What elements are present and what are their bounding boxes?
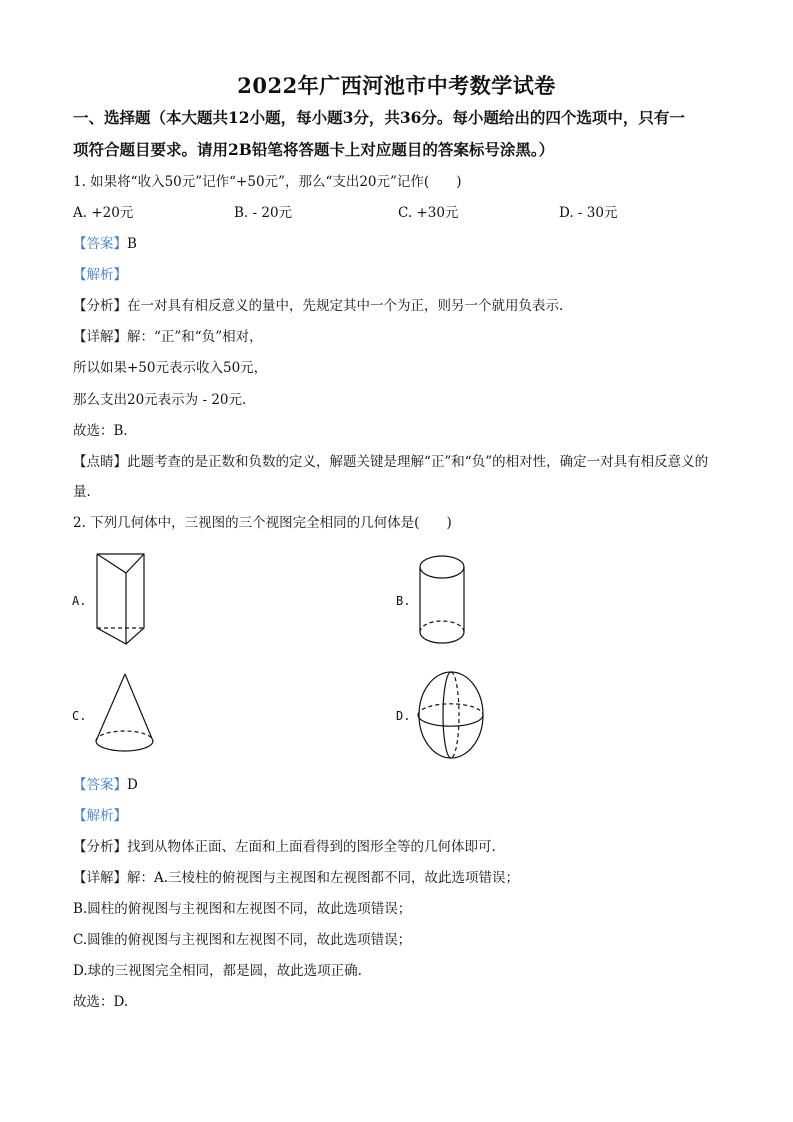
q2-figure-label-d: D. [396, 709, 411, 723]
q2-answer [73, 775, 138, 795]
section-heading-line1: 一、选择题（本大题共12小题，每小题3分，共36分。每小题给出的四个选项中，只有一 [73, 108, 685, 127]
q2-figure-label-a: A. [72, 594, 87, 608]
q2-figure-label-c: C. [72, 709, 87, 723]
q1-line [73, 421, 128, 441]
line-text: 解：“正”和“负”相对， [127, 329, 263, 345]
q1-option-c: C. +30元 [398, 205, 459, 221]
q1-answer [73, 234, 137, 254]
answer-tag: 【答案】 [73, 236, 127, 252]
q2-analysis-tag [73, 806, 127, 826]
analysis-tag: 【解析】 [73, 808, 127, 824]
q1-analysis-tag [73, 265, 127, 285]
line-text: 那么支出20元表示为 - 20元. [73, 392, 247, 408]
q2-line [73, 899, 411, 919]
page-title: 2022年广西河池市中考数学试卷 [237, 73, 556, 98]
q2-figure-label-b: B. [396, 594, 411, 608]
q1-line [73, 452, 708, 472]
q1-line [73, 296, 563, 316]
answer-value: D [127, 777, 138, 793]
answer-tag: 【答案】 [73, 777, 127, 793]
line-text: 故选：D. [73, 994, 129, 1010]
line-text: 解：A.三棱柱的俯视图与主视图和左视图都不同，故此选项错误； [127, 870, 520, 886]
line-text: 量. [73, 484, 91, 500]
q1-option-a: A. +20元 [73, 205, 134, 221]
line-text: 此题考查的是正数和负数的定义，解题关键是理解“正”和“负”的相对性，确定一对具有相反意义的 [127, 454, 709, 470]
cone-icon [96, 674, 156, 754]
cylinder-icon [420, 556, 466, 646]
line-tag: 【点睛】 [73, 454, 127, 470]
q2-stem: 2. 下列几何体中，三视图的三个视图完全相同的几何体是( ) [73, 515, 452, 531]
q1-option-b: B. - 20元 [234, 205, 293, 221]
q1-line [73, 390, 246, 410]
triangular-prism-icon [97, 554, 147, 634]
line-tag: 【详解】 [73, 870, 127, 886]
q2-line [73, 868, 519, 888]
q2-line [73, 930, 411, 950]
line-tag: 【详解】 [73, 329, 127, 345]
q1-stem: 1. 如果将“收入50元”记作“+50元”，那么“支出20元”记作( ) [73, 174, 462, 190]
sphere-icon [418, 671, 488, 761]
line-text: B.圆柱的俯视图与主视图和左视图不同，故此选项错误； [73, 901, 412, 917]
line-text: C.圆锥的俯视图与主视图和左视图不同，故此选项错误； [73, 932, 412, 948]
q1-line [73, 327, 263, 347]
q2-line [73, 961, 362, 981]
q1-line [73, 358, 267, 378]
line-text: 找到从物体正面、左面和上面看得到的图形全等的几何体即可. [127, 839, 496, 855]
line-tag: 【分析】 [73, 839, 127, 855]
q2-line [73, 837, 496, 857]
analysis-tag: 【解析】 [73, 267, 127, 283]
q2-line [73, 992, 128, 1012]
line-text: 在一对具有相反意义的量中，先规定其中一个为正，则另一个就用负表示. [127, 298, 564, 314]
line-text: 故选：B. [73, 423, 128, 439]
q1-option-d: D. - 30元 [559, 205, 618, 221]
q1-line [73, 482, 91, 502]
line-text: D.球的三视图完全相同，都是圆，故此选项正确. [73, 963, 362, 979]
line-text: 所以如果+50元表示收入50元， [73, 360, 268, 376]
line-tag: 【分析】 [73, 298, 127, 314]
section-heading-line2: 项符合题目要求。请用2B铅笔将答题卡上对应题目的答案标号涂黑。） [73, 140, 555, 159]
answer-value: B [127, 236, 137, 252]
